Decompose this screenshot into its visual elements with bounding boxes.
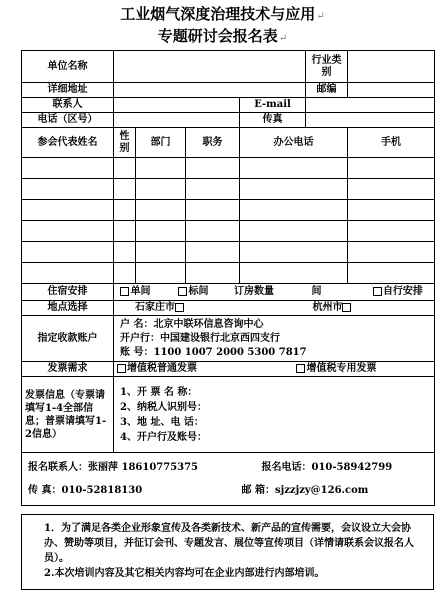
attendee-name-field[interactable] [22, 158, 114, 179]
invoice-item-4: 4、开户行及账号： [120, 431, 207, 443]
attendee-dept-field[interactable] [136, 242, 186, 263]
address-field[interactable] [114, 83, 306, 98]
email-field[interactable] [306, 98, 435, 113]
bank-row [22, 316, 435, 362]
self-arranged-checkbox[interactable] [373, 287, 382, 296]
attendee-row [22, 263, 435, 284]
attendee-position-field[interactable] [186, 179, 240, 200]
invoice-info-label: 发票信息（专票请填写1-4全部信息；普票请填写1-2信息） [22, 377, 114, 453]
attendee-row [22, 221, 435, 242]
gender-header: 性别 [114, 128, 136, 158]
contact-label: 联系人 [22, 98, 114, 113]
attendee-gender-field[interactable] [114, 242, 136, 263]
hangzhou-checkbox[interactable] [342, 303, 351, 312]
attendee-name-field[interactable] [22, 179, 114, 200]
attendee-position-field[interactable] [186, 158, 240, 179]
registration-contact-row [22, 453, 435, 506]
invoice-options [114, 362, 435, 377]
attendee-dept-field[interactable] [136, 221, 186, 242]
attendee-dept-field[interactable] [136, 200, 186, 221]
unit-row [22, 51, 435, 83]
unit-name-field[interactable] [114, 51, 306, 83]
single-room-label: 单间 [130, 286, 151, 297]
contact-field[interactable] [114, 98, 240, 113]
phone-field[interactable] [114, 113, 240, 128]
registration-contact: 报名联系人：张丽萍 18610775375 [28, 462, 199, 473]
attendee-position-field[interactable] [186, 221, 240, 242]
invoice-info-row [22, 377, 435, 453]
attendee-gender-field[interactable] [114, 179, 136, 200]
registration-contact-info [22, 453, 435, 506]
attendee-position-field[interactable] [186, 200, 240, 221]
attendee-header-row [22, 128, 435, 158]
attendee-name-field[interactable] [22, 221, 114, 242]
special-invoice-checkbox[interactable] [296, 364, 305, 373]
attendee-name-field[interactable] [22, 242, 114, 263]
fax-field[interactable] [306, 113, 435, 128]
attendee-office-phone-field[interactable] [240, 200, 348, 221]
attendee-row [22, 200, 435, 221]
special-invoice-label: 增值税专用发票 [306, 363, 377, 374]
form-title-line1: 工业烟气深度治理技术与应用↵ [120, 5, 325, 23]
attendee-gender-field[interactable] [114, 221, 136, 242]
registration-email: 邮 箱：sjzzjzy@126.com [241, 485, 369, 496]
invoice-item-1: 1、开 票 名 称： [120, 386, 198, 398]
industry-label: 行业类别 [306, 51, 348, 83]
attendee-rows [22, 158, 435, 284]
unit-name-label: 单位名称 [22, 51, 114, 83]
normal-invoice-label: 增值税普通发票 [127, 363, 197, 374]
booking-count-label: 订房数量 [233, 286, 274, 297]
mobile-header: 手机 [348, 128, 435, 158]
fax-label: 传真 [240, 113, 306, 128]
attendee-name-field[interactable] [22, 263, 114, 284]
attendee-gender-field[interactable] [114, 263, 136, 284]
attendee-name-field[interactable] [22, 200, 114, 221]
standard-room-checkbox[interactable] [178, 287, 187, 296]
attendee-mobile-field[interactable] [348, 263, 435, 284]
postcode-label: 邮编 [306, 83, 348, 98]
lodging-row [22, 284, 435, 301]
attendee-office-phone-field[interactable] [240, 221, 348, 242]
invoice-item-3: 3、地 址、电 话： [120, 416, 204, 428]
bank-label: 指定收款账户 [22, 316, 114, 362]
note-1: 1．为了满足各类企业形象宣传及各类新技术、新产品的宣传需要，会议设立大会协办、赞助等项目，并征订会刊、专题发言、展位等宣传项目（详情请联系会议报名人员）。 [44, 523, 414, 564]
attendee-gender-field[interactable] [114, 158, 136, 179]
form-title-line2: 专题研讨会报名表↵ [157, 27, 288, 45]
dept-header: 部门 [136, 128, 186, 158]
return-mark-icon: ↵ [316, 11, 325, 22]
postcode-field[interactable] [348, 83, 435, 98]
hangzhou-label: 杭州市 [312, 302, 343, 313]
invoice-row [22, 362, 435, 377]
attendee-row [22, 179, 435, 200]
invoice-label: 发票需求 [22, 362, 114, 377]
email-label: E-mail [240, 98, 306, 113]
notes-box [21, 514, 434, 590]
address-row [22, 83, 435, 98]
attendee-dept-field[interactable] [136, 179, 186, 200]
self-arranged-label: 自行安排 [382, 286, 423, 297]
return-mark-icon: ↵ [278, 33, 288, 44]
office-phone-header: 办公电话 [240, 128, 348, 158]
attendee-office-phone-field[interactable] [240, 179, 348, 200]
invoice-info-items [114, 377, 435, 453]
attendee-mobile-field[interactable] [348, 158, 435, 179]
position-header: 职务 [186, 128, 240, 158]
bank-account-number: 账 号：1100 1007 2000 5300 7817 [120, 346, 307, 358]
phone-row [22, 113, 435, 128]
venue-options [114, 301, 435, 316]
attendee-row [22, 242, 435, 263]
registration-fax: 传 真：010-52818130 [28, 485, 143, 496]
attendee-position-field[interactable] [186, 242, 240, 263]
bank-account-name: 户 名：北京中联环信息咨询中心 [120, 318, 264, 330]
attendee-position-field[interactable] [186, 263, 240, 284]
attendee-name-header: 参会代表姓名 [22, 128, 114, 158]
contact-row [22, 98, 435, 113]
registration-phone: 报名电话：010-58942799 [261, 462, 393, 473]
shijiazhuang-checkbox[interactable] [175, 303, 184, 312]
standard-room-label: 标间 [188, 286, 209, 297]
attendee-row [22, 158, 435, 179]
invoice-item-2: 2、纳税人识别号： [120, 401, 207, 413]
attendee-mobile-field[interactable] [348, 242, 435, 263]
registration-form-table [21, 50, 435, 506]
industry-field[interactable] [348, 51, 435, 83]
lodging-label: 住宿安排 [22, 284, 114, 301]
attendee-dept-field[interactable] [136, 263, 186, 284]
bank-name: 开户行：中国建设银行北京西四支行 [120, 332, 280, 344]
attendee-gender-field[interactable] [114, 200, 136, 221]
venue-row [22, 301, 435, 316]
phone-label: 电话（区号） [22, 113, 114, 128]
address-label: 详细地址 [22, 83, 114, 98]
single-room-checkbox[interactable] [120, 287, 129, 296]
attendee-office-phone-field[interactable] [240, 242, 348, 263]
bank-details [114, 316, 435, 362]
attendee-mobile-field[interactable] [348, 221, 435, 242]
normal-invoice-checkbox[interactable] [117, 364, 126, 373]
note-2: 2.本次培训内容及其它相关内容均可在企业内部进行内部培训。 [44, 568, 325, 579]
attendee-office-phone-field[interactable] [240, 158, 348, 179]
attendee-office-phone-field[interactable] [240, 263, 348, 284]
venue-label: 地点选择 [22, 301, 114, 316]
attendee-mobile-field[interactable] [348, 179, 435, 200]
shijiazhuang-label: 石家庄市 [135, 302, 175, 313]
lodging-options [114, 284, 435, 301]
room-unit-label: 间 [311, 286, 322, 297]
attendee-dept-field[interactable] [136, 158, 186, 179]
attendee-mobile-field[interactable] [348, 200, 435, 221]
